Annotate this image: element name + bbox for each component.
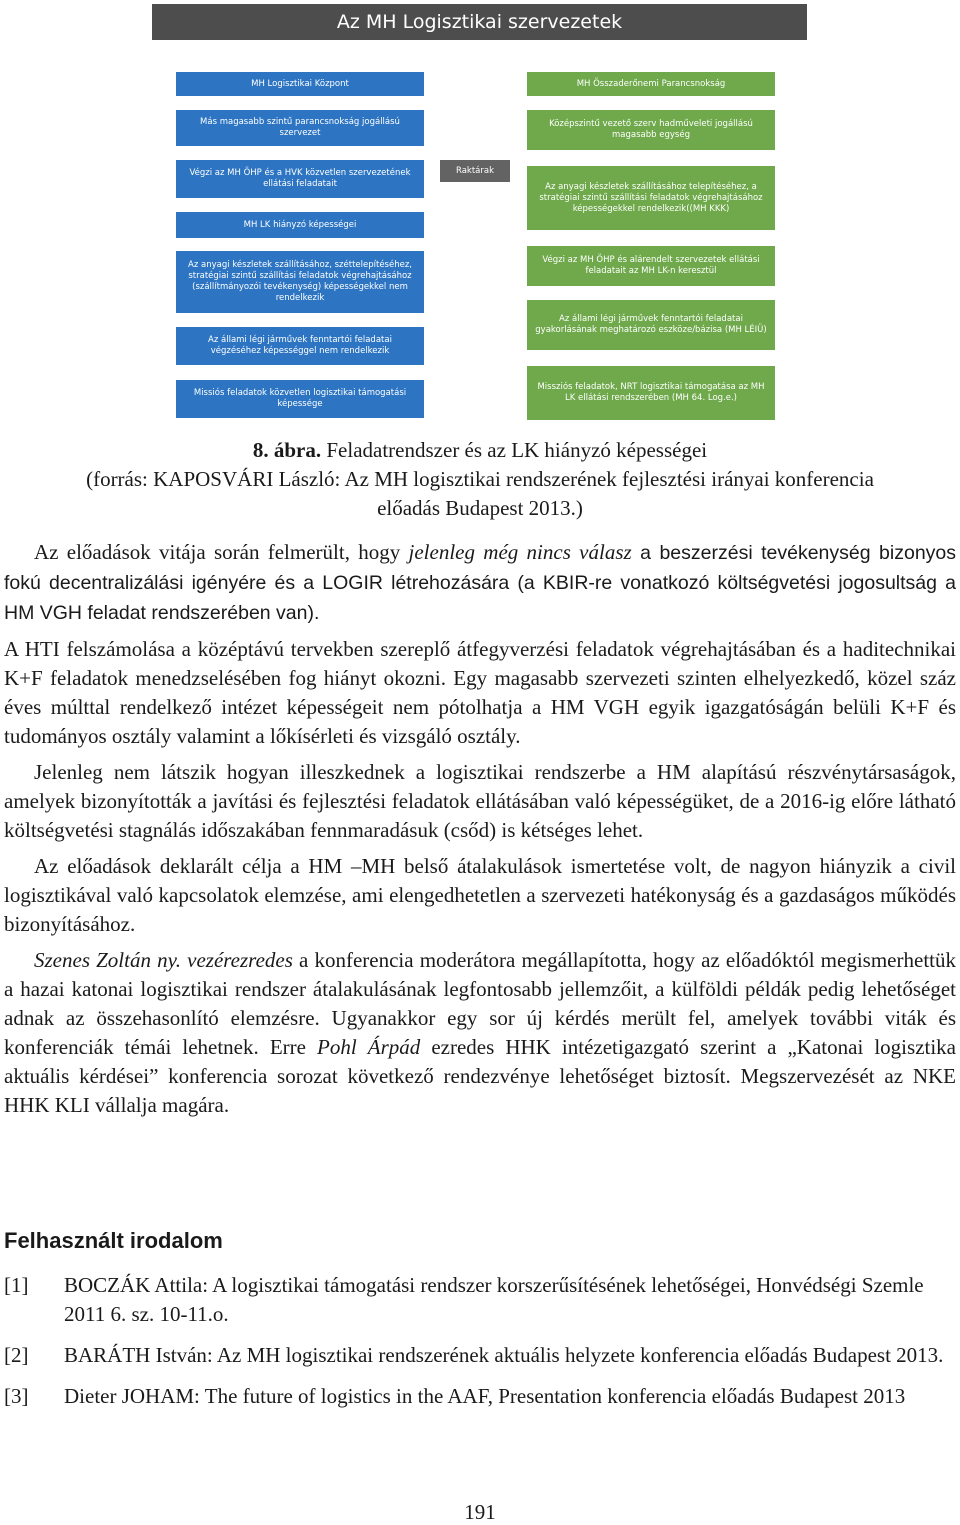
p5-text-a: a konferencia moderátora megállapította, hogy az előadóktól megismerhettük a hazai katonai logisztikai rendszer átalakulásának legfontosabb jellemzőit, a külföldi példák pedig lehetőséget adnak az összehasonlító elemzésre. Ugyanakkor egy sor új kérdés merült fel, amelyek további viták és konferenciák témái lehetnek. Erre xyxy=(4,948,956,1059)
box-left-7: Missiós feladatok közvetlen logisztikai támogatási képessége xyxy=(176,380,424,418)
diagram-title: Az MH Logisztikai szervezetek xyxy=(152,4,807,40)
box-right-2: Középszintű vezető szerv hadműveleti jogállású magasabb egység xyxy=(527,110,775,150)
box-left-3: Végzi az MH ÖHP és a HVK közvetlen szervezetének ellátási feladatait xyxy=(176,160,424,198)
caption-label: 8. ábra. xyxy=(252,438,322,462)
body-text xyxy=(4,538,956,1127)
box-left-2: Más magasabb szintű parancsnokság jogállású szervezet xyxy=(176,110,424,146)
reference-number: [2] xyxy=(4,1343,29,1367)
reference-text: Dieter JOHAM: The future of logistics in the AAF, Presentation konferencia előadás Budapest 2013 xyxy=(64,1384,906,1408)
caption-source-2: előadás Budapest 2013.) xyxy=(377,496,583,520)
org-diagram xyxy=(0,0,960,430)
paragraph-2: A HTI felszámolása a középtávú tervekben szereplő átfegyverzési feladatok végrehajtásában és a haditechnikai K+F feladatok menedzselésében fog hiányt okozni. Egy magasabb szervezeti szinten elhelyezkedő, közel száz éves múlttal rendelkező intézet képességeit nem pótolhatja a HM VGH egyik igazgatóságán belüli K+F és tudományos osztály valamint a lőkísérleti és vizsgáló osztály. xyxy=(4,637,956,748)
paragraph-5 xyxy=(4,946,956,1120)
box-right-4: Végzi az MH ÖHP és alárendelt szervezetek ellátási feladatait az MH LK-n keresztül xyxy=(527,246,775,286)
box-left-5: Az anyagi készletek szállításához, széttelepítéséhez, stratégiai szintű szállítási feladatok végrehajtásához (szállítmányozói tevékenység) képességekkel nem rendelkezik xyxy=(176,251,424,313)
reference-item xyxy=(4,1271,956,1329)
reference-text: BOCZÁK Attila: A logisztikai támogatási rendszer korszerűsítésének lehetőségei, Honvédségi Szemle 2011 6. sz. 10-11.o. xyxy=(64,1273,924,1326)
figure-caption xyxy=(0,436,960,523)
reference-item xyxy=(4,1382,956,1411)
p1-text-a: Az előadások vitája során felmerült, hogy xyxy=(34,540,409,564)
box-left-4: MH LK hiányzó képességei xyxy=(176,212,424,238)
box-right-6: Missziós feladatok, NRT logisztikai támogatása az MH LK ellátási rendszerében (MH 64. Log.e.) xyxy=(527,366,775,420)
p5-text-b: ezredes HHK intézetigazgató szerint a „Katonai logisztika aktuális kérdései” konferencia sorozat következő rendezvénye lehetőséget biztosít. Megszervezését az NKE HHK KLI vállalja magára. xyxy=(4,1035,957,1117)
p1-text-b: a beszerzési tevékenység bizonyos fokú decentralizálási igényére és a LOGIR létrehozására (a KBIR-re xyxy=(4,542,957,594)
box-right-5: Az állami légi járművek fenntartói feladatai gyakorlásának meghatározó eszköze/bázisa (MH LÉIÜ) xyxy=(527,300,775,350)
reference-list xyxy=(4,1271,956,1423)
p1-italic: jelenleg még nincs válasz xyxy=(408,540,632,564)
box-right-3: Az anyagi készletek szállításához telepítéséhez, a stratégiai szintű szállítási feladatok végrehajtásához képességekkel rendelkezik((MH KKK) xyxy=(527,166,775,230)
box-left-1: MH Logisztikai Központ xyxy=(176,72,424,96)
paragraph-3: Jelenleg nem látszik hogyan illeszkednek a logisztikai rendszerbe a HM alapítású részvénytársaságok, amelyek bizonyították a javítási és fejlesztési feladatok ellátásában való képességüket, de a 2016-ig előre látható költségvetési stagnálás időszakában fennmaradásuk (csőd) is kétséges lehet. xyxy=(4,760,956,842)
p1-text-sans: vonatkozó költségvetési jogosultság a HM VGH feladat rendszerében van). xyxy=(4,572,957,624)
reference-number: [1] xyxy=(4,1273,29,1297)
box-right-1: MH Összaderőnemi Parancsnokság xyxy=(527,72,775,96)
reference-text: BARÁTH István: Az MH logisztikai rendszerének aktuális helyzete konferencia előadás Budapest 2013. xyxy=(64,1343,944,1367)
p5-italic-name: Szenes Zoltán ny. vezérezredes xyxy=(34,948,293,972)
reference-item xyxy=(4,1341,956,1370)
paragraph-1 xyxy=(4,538,956,628)
page-number: 191 xyxy=(464,1500,496,1524)
paragraph-4: Az előadások deklarált célja a HM –MH belső átalakulások ismertetése volt, de nagyon hiányzik a civil logisztikával való kapcsolatok elemzése, ami elengedhetetlen a szervezeti hatékonyság és a gazdaságos működés bizonyításához. xyxy=(4,854,956,936)
references-heading: Felhasznált irodalom xyxy=(4,1228,223,1253)
box-left-6: Az állami légi járművek fenntartói feladatai végzéséhez képességgel nem rendelkezik xyxy=(176,327,424,365)
p5-italic-name-2: Pohl Árpád xyxy=(317,1035,421,1059)
caption-title: Feladatrendszer és az LK hiányzó képességei xyxy=(321,438,708,462)
box-middle-raktarak: Raktárak xyxy=(440,160,510,182)
reference-number: [3] xyxy=(4,1384,29,1408)
caption-source-1: (forrás: KAPOSVÁRI László: Az MH logisztikai rendszerének fejlesztési irányai konferencia xyxy=(86,467,874,491)
